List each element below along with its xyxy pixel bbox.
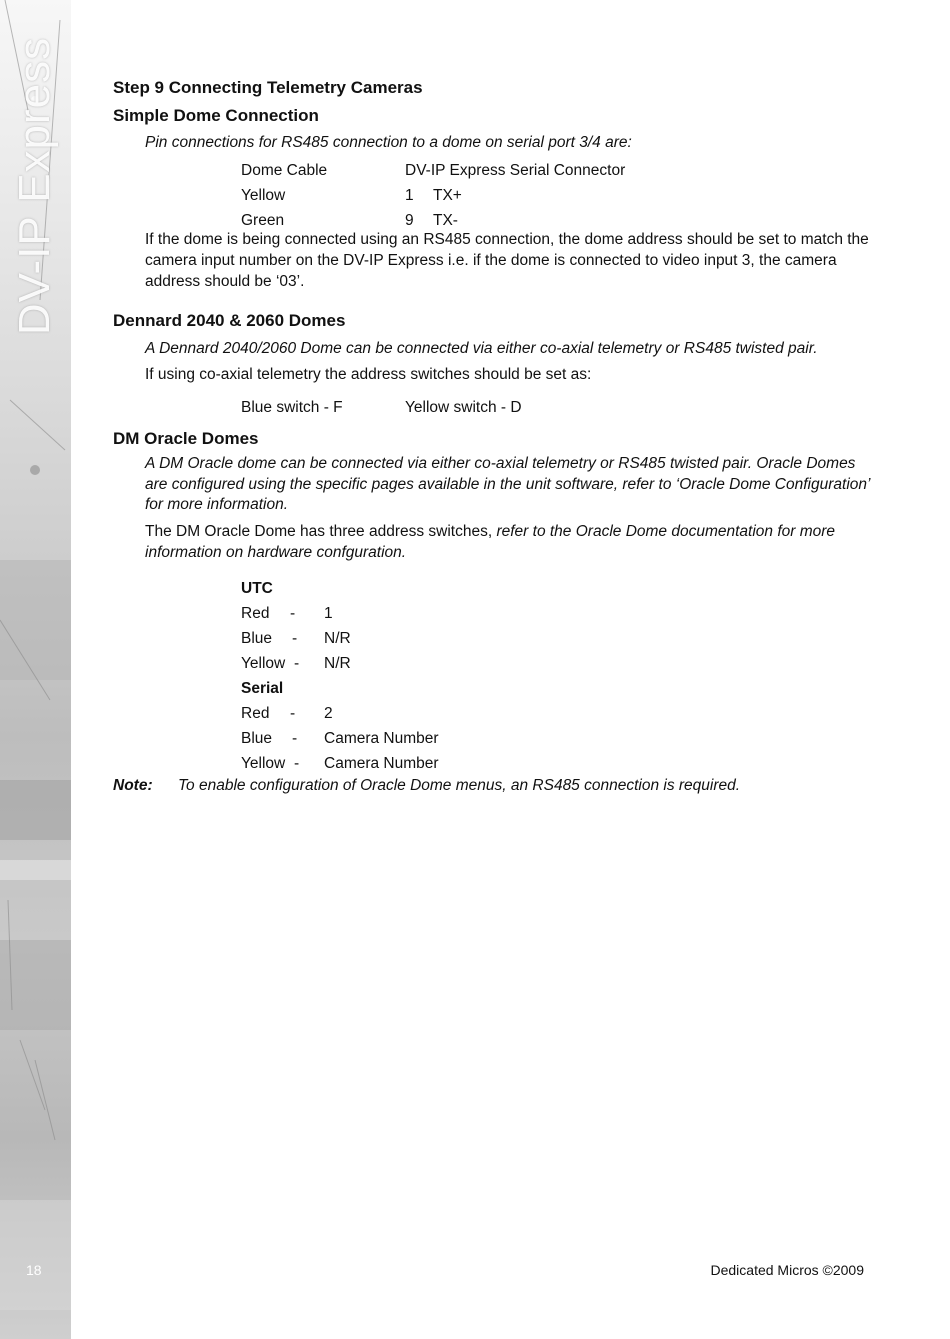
switch-dash: - bbox=[290, 704, 296, 722]
utc-row bbox=[113, 601, 873, 626]
serial-heading-label: Serial bbox=[241, 679, 284, 697]
note-row bbox=[113, 773, 873, 798]
utc-row bbox=[113, 651, 873, 676]
pin-number: 9 bbox=[405, 212, 414, 229]
switch-dash: - bbox=[292, 629, 298, 647]
switch-dash: - bbox=[294, 654, 300, 672]
note-text: To enable configuration of Oracle Dome menus, an RS485 connection is required. bbox=[178, 776, 741, 794]
serial-heading bbox=[113, 676, 873, 701]
oracle-switches-italic: refer to the Oracle Dome documentation for more information on hardware confguration. bbox=[145, 522, 836, 561]
main-content bbox=[113, 76, 873, 798]
footer-copyright: Dedicated Micros ©2009 bbox=[710, 1262, 864, 1278]
simple-dome-heading: Simple Dome Connection bbox=[113, 106, 319, 125]
switch-dash: - bbox=[292, 729, 298, 747]
serial-row bbox=[113, 726, 873, 751]
brand-text: DV-IP Express bbox=[10, 36, 60, 336]
note-label: Note: bbox=[113, 776, 153, 794]
switch-label: Red bbox=[241, 704, 270, 722]
switch-value: N/R bbox=[324, 654, 351, 672]
serial-row bbox=[113, 701, 873, 726]
switch-label: Yellow bbox=[241, 654, 286, 672]
pin-table-row bbox=[113, 183, 873, 208]
dennard-intro: A Dennard 2040/2060 Dome can be connected via either co-axial telemetry or RS485 twisted pair. bbox=[145, 340, 818, 357]
pin-intro: Pin connections for RS485 connection to a dome on serial port 3/4 are: bbox=[145, 134, 632, 151]
oracle-switches-note bbox=[145, 521, 873, 563]
utc-heading bbox=[113, 576, 873, 601]
utc-heading-label: UTC bbox=[241, 579, 273, 597]
switch-label: Blue bbox=[241, 629, 273, 647]
switch-value: N/R bbox=[324, 629, 351, 647]
col-dome-cable: Dome Cable bbox=[241, 162, 328, 179]
yellow-switch: Yellow switch - D bbox=[405, 399, 522, 416]
switch-dash: - bbox=[294, 754, 300, 772]
address-note: If the dome is being connected using an RS485 connection, the dome address should be set to match the camera input number on the DV-IP Express i.e. if the dome is connected to video input 3, the camera address should be ‘03’. bbox=[145, 231, 869, 290]
cable-color: Yellow bbox=[241, 187, 286, 204]
switch-value: Camera Number bbox=[324, 729, 439, 747]
cable-color: Green bbox=[241, 212, 285, 229]
pin-number: 1 bbox=[405, 187, 414, 204]
dennard-switch-row bbox=[113, 395, 873, 420]
pin-table-row bbox=[113, 208, 873, 233]
step9-title: Step 9 Connecting Telemetry Cameras bbox=[113, 78, 423, 97]
switch-value: Camera Number bbox=[324, 754, 439, 772]
switch-value: 1 bbox=[324, 604, 333, 622]
switch-label: Blue bbox=[241, 729, 273, 747]
blue-switch: Blue switch - F bbox=[241, 399, 343, 416]
signal-name: TX- bbox=[433, 212, 458, 229]
oracle-heading: DM Oracle Domes bbox=[113, 429, 259, 448]
utc-row bbox=[113, 626, 873, 651]
sidebar-banner bbox=[0, 0, 71, 1339]
oracle-switch-table bbox=[113, 576, 873, 776]
oracle-switches-plain: The DM Oracle Dome has three address switches, bbox=[145, 522, 497, 540]
col-serial-connector: DV-IP Express Serial Connector bbox=[405, 162, 626, 179]
pin-table bbox=[113, 158, 873, 233]
sidebar-brand bbox=[2, 36, 68, 336]
switch-label: Red bbox=[241, 604, 270, 622]
switch-dash: - bbox=[290, 604, 296, 622]
pin-table-header bbox=[113, 158, 873, 183]
page-number: 18 bbox=[26, 1262, 42, 1278]
switch-label: Yellow bbox=[241, 754, 286, 772]
dennard-heading: Dennard 2040 & 2060 Domes bbox=[113, 311, 346, 330]
oracle-intro: A DM Oracle dome can be connected via either co-axial telemetry or RS485 twisted pair. Oracle Domes are configured using the specific pages available in the unit software, refer to ‘Oracle Dome Configuration’ for more information. bbox=[145, 455, 870, 513]
switch-value: 2 bbox=[324, 704, 333, 722]
signal-name: TX+ bbox=[433, 187, 462, 204]
dennard-coax-note: If using co-axial telemetry the address switches should be set as: bbox=[145, 366, 592, 383]
